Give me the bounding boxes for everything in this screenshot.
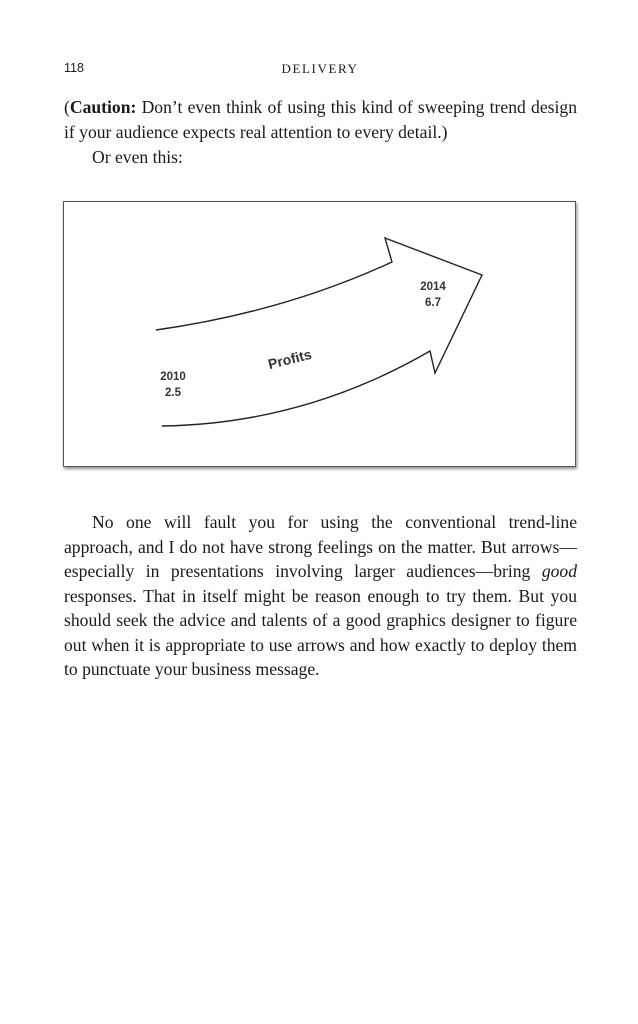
- end-year-label: 2014: [420, 281, 446, 293]
- caution-open-paren: (: [64, 97, 70, 117]
- intro-line: Or even this:: [92, 147, 183, 167]
- caution-label: Caution:: [69, 97, 137, 117]
- profits-arrow-figure: [63, 201, 576, 467]
- body-emphasis: good: [541, 561, 577, 581]
- arrow-diagram: [64, 202, 575, 466]
- start-value-label: 2.5: [165, 387, 181, 399]
- end-value-label: 6.7: [425, 297, 441, 309]
- body-text-1: No one will fault you for using the conventional trend-line approach, and I do not have strong feelings on the matter. But arrows—especially in presentations involving larger audiences—bring: [64, 512, 577, 581]
- caution-text: Don’t even think of using this kind of sweeping trend design if your audience expects real attention to every detail.): [64, 97, 577, 142]
- body-text-2: responses. That in itself might be reason enough to try them. But you should seek the advice and talents of a good graphics designer to figure out when it is appropriate to use arrows and how exactly to deploy them to punctuate your business message.: [64, 585, 577, 679]
- running-head: [64, 61, 576, 81]
- page-number: 118: [64, 61, 84, 75]
- arrow-label: Profits: [266, 345, 314, 373]
- caution-paragraph: [64, 95, 577, 144]
- start-year-label: 2010: [160, 371, 186, 383]
- trend-arrow-shape: [156, 238, 482, 426]
- chapter-title: DELIVERY: [281, 61, 359, 76]
- body-paragraph: [64, 510, 577, 682]
